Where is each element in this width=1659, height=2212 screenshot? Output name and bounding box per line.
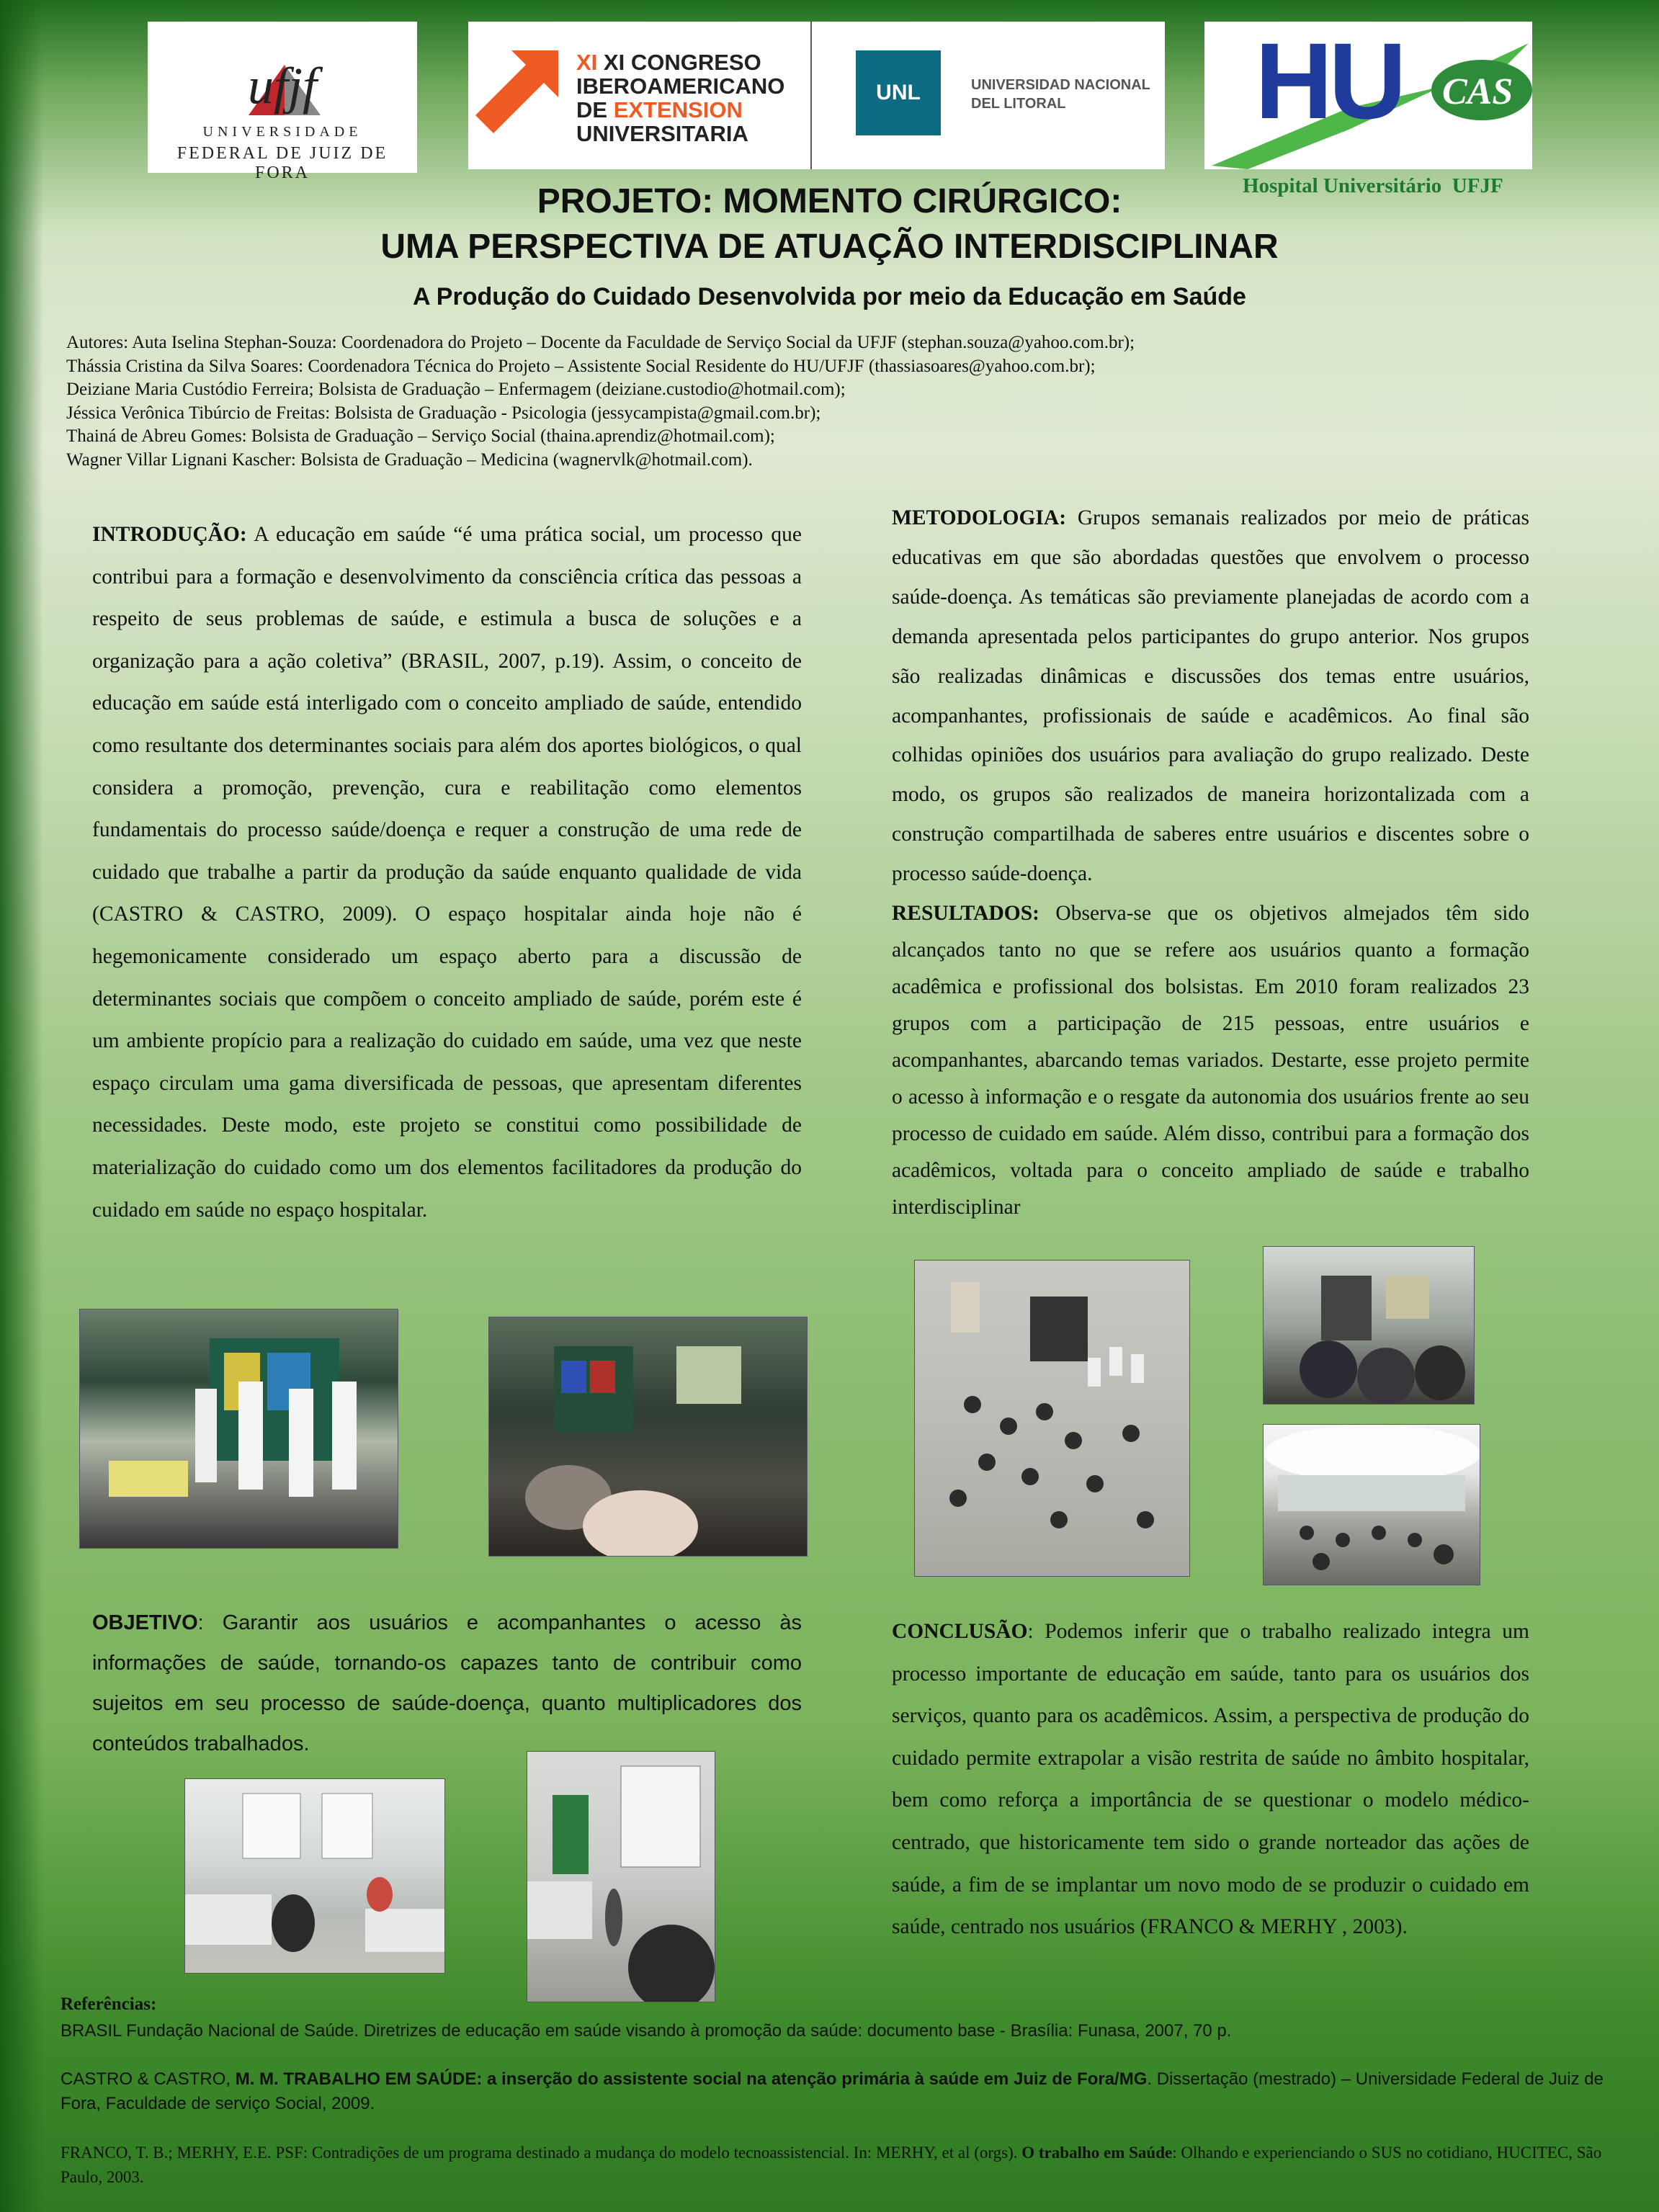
intro-section	[92, 514, 802, 1231]
metodologia-heading: METODOLOGIA:	[892, 506, 1067, 529]
photo-ward-group	[488, 1317, 808, 1557]
photo-presenters	[79, 1309, 398, 1549]
objetivo-heading: OBJETIVO	[92, 1611, 198, 1634]
congress-line4: UNIVERSITARIA	[576, 121, 748, 146]
reference-franco-title: O trabalho em Saúde	[1021, 2144, 1173, 2162]
congress-line3: DE EXTENSION	[576, 97, 743, 122]
reference-franco	[61, 2141, 1609, 2190]
resultados-section	[892, 895, 1529, 1226]
hu-caption: Hospital Universitário UFJF	[1243, 174, 1503, 197]
photo-ward-window	[527, 1751, 715, 2002]
orange-arrow-icon	[468, 22, 569, 169]
hu-cas: CAS	[1442, 71, 1513, 112]
left-shade	[0, 0, 43, 2212]
conclusao-text: : Podemos inferir que o trabalho realizado integra um processo importante de educação em saúde, tanto para os usuários dos serviços, quanto para os acadêmicos. Assim, a perspectiva de produção do cuidado permite extrapolar a visão restrita de saúde no âmbito hospitalar, bem como reforça a importância de se questionar o modelo médico-centrado, que historicamente tem sido o grande norteador das ações de saúde, a fim de se implantar um novo modo de se produzir o cuidado em saúde, centrado nos usuários (FRANCO & MERHY , 2003).	[892, 1620, 1529, 1939]
reference-castro-authors: CASTRO & CASTRO,	[61, 2069, 236, 2089]
congress-logo	[468, 22, 1165, 169]
metodologia-section	[892, 498, 1529, 894]
photo-hall-audience	[1263, 1246, 1475, 1405]
congress-text	[576, 50, 784, 145]
congress-line1-text: XI CONGRESO	[603, 50, 761, 75]
logo-divider	[810, 22, 812, 169]
objetivo-text: : Garantir aos usuários e acompanhantes o acesso às informações de saúde, tornando-os capazes tanto de contribuir como sujeitos em seu processo de saúde-doença, quanto multiplicadores dos conteúdos trabalhados.	[92, 1611, 802, 1755]
reference-franco-authors: FRANCO, T. B.; MERHY, E.E. PSF: Contradições de um programa destinado a mudança do modelo tecnoassistencial. In: MERHY, et al (orgs).	[61, 2144, 1022, 2162]
photo-atrium-crowd	[914, 1260, 1190, 1577]
congress-line2: IBEROAMERICANO	[576, 73, 785, 99]
hu-mark: HU	[1255, 20, 1403, 141]
unl-mark: UNL	[856, 50, 941, 135]
references-heading: Referências:	[61, 1994, 157, 2014]
metodologia-text: Grupos semanais realizados por meio de práticas educativas em que são abordadas questões que envolvem o processo saúde-doença. As temáticas são previamente planejadas de acordo com a demanda apresentada pelos participantes do grupo anterior. Nos grupos são realizadas dinâmicas e discussões dos temas entre usuários, acompanhantes, profissionais de saúde e acadêmicos. Ao final são colhidas opiniões dos usuários para avaliação do grupo realizado. Deste modo, os grupos são realizados de maneira horizontalizada com a construção compartilhada de saberes entre usuários e discentes sobre o processo saúde-doença.	[892, 506, 1529, 886]
resultados-heading: RESULTADOS:	[892, 902, 1039, 925]
conclusao-section	[892, 1611, 1529, 1948]
reference-castro	[61, 2067, 1609, 2116]
ufjf-line1: UNIVERSIDADE	[202, 124, 362, 140]
intro-heading: INTRODUÇÃO:	[92, 523, 247, 546]
author-line: Thássia Cristina da Silva Soares: Coordenadora Técnica do Projeto – Assistente Social Residente do HU/UFJF (thassiasoares@yahoo.com.br);	[66, 356, 1096, 376]
reference-brasil: BRASIL Fundação Nacional de Saúde. Diretrizes de educação em saúde visando à promoção da saúde: documento base - Brasília: Funasa, 2007, 70 p.	[61, 2021, 1232, 2041]
resultados-text: Observa-se que os objetivos almejados têm sido alcançados tanto no que se refere aos usuários quanto a formação acadêmica e profissional dos bolsistas. Em 2010 foram realizados 23 grupos com a participação de 215 pessoas, entre usuários e acompanhantes, abarcando temas variados. Destarte, esse projeto permite o acesso à informação e o resgate da autonomia dos usuários frente ao seu processo de cuidado em saúde. Além disso, contribui para a formação dos acadêmicos, voltada para o conceito ampliado de saúde e trabalho interdisciplinar	[892, 902, 1529, 1219]
subtitle: A Produção do Cuidado Desenvolvida por meio da Educação em Saúde	[413, 283, 1246, 310]
congress-line1: XI XI CONGRESO	[576, 50, 761, 75]
ufjf-logo	[148, 22, 417, 182]
unl-text	[971, 76, 1150, 113]
author-line: Autores: Auta Iselina Stephan-Souza: Coordenadora do Projeto – Docente da Faculdade de Serviço Social da UFJF (stephan.souza@yahoo.com.br);	[66, 333, 1135, 352]
conclusao-heading: CONCLUSÃO	[892, 1620, 1028, 1643]
unl-line2: DEL LITORAL	[971, 96, 1066, 112]
hu-logo	[1204, 22, 1532, 169]
photo-ward-beds	[184, 1778, 445, 1974]
ufjf-mark: ufjf	[247, 57, 317, 115]
ufjf-line2: FEDERAL DE JUIZ DE FORA	[176, 144, 388, 182]
reference-castro-rest: . Dissertação (mestrado) – Universidade Federal de Juiz de Fora, Faculdade de serviço Social, 2009.	[61, 2069, 1604, 2113]
reference-castro-title: M. M. TRABALHO EM SAÚDE: a inserção do assistente social na atenção primária à saúde em Juiz de Fora/MG	[235, 2069, 1148, 2089]
title-line1: PROJETO: MOMENTO CIRÚRGICO:	[537, 182, 1122, 220]
photo-atrium-circle	[1263, 1424, 1480, 1585]
author-line: Jéssica Verônica Tibúrcio de Freitas: Bolsista de Graduação - Psicologia (jessycampista@gmail.com.br);	[66, 403, 821, 423]
intro-text: A educação em saúde “é uma prática social, um processo que contribui para a formação e desenvolvimento da consciência crítica das pessoas a respeito de seus problemas de saúde, e estimula a busca de soluções e a organização para a ação coletiva” (BRASIL, 2007, p.19). Assim, o conceito de educação em saúde está interligado com o conceito ampliado de saúde, entendido como resultante dos determinantes sociais para além dos aportes biológicos, o qual considera a promoção, prevenção, cura e reabilitação como elementos fundamentais do processo saúde/doença e requer a construção de uma rede de cuidado que trabalhe a partir da produção da saúde enquanto qualidade de vida (CASTRO & CASTRO, 2009). O espaço hospitalar ainda hoje não é hegemonicamente considerado um espaço aberto para a discussão de determinantes sociais que compõem o conceito ampliado de saúde, porém este é um ambiente propício para a realização do cuidado em saúde, uma vez que neste espaço circulam uma gama diversificada de pessoas, que apresentam diferentes necessidades. Deste modo, este projeto se constitui como possibilidade de materialização do cuidado como um dos elementos facilitadores da produção do cuidado em saúde no espaço hospitalar.	[92, 523, 802, 1222]
objetivo-section	[92, 1603, 802, 1764]
title-line2: UMA PERSPECTIVA DE ATUAÇÃO INTERDISCIPLINAR	[380, 228, 1279, 266]
author-line: Thainá de Abreu Gomes: Bolsista de Graduação – Serviço Social (thaina.aprendiz@hotmail.com);	[66, 426, 775, 446]
author-line: Wagner Villar Lignani Kascher: Bolsista de Graduação – Medicina (wagnervlk@hotmail.com).	[66, 449, 753, 470]
author-line: Deiziane Maria Custódio Ferreira; Bolsista de Graduação – Enfermagem (deiziane.custodio@hotmail.com);	[66, 380, 846, 399]
unl-line1: UNIVERSIDAD NACIONAL	[971, 77, 1150, 93]
reference-franco-rest: : Olhando e experienciando o SUS no cotidiano, HUCITEC, São Paulo, 2003.	[61, 2144, 1602, 2186]
authors-list	[66, 331, 1435, 472]
